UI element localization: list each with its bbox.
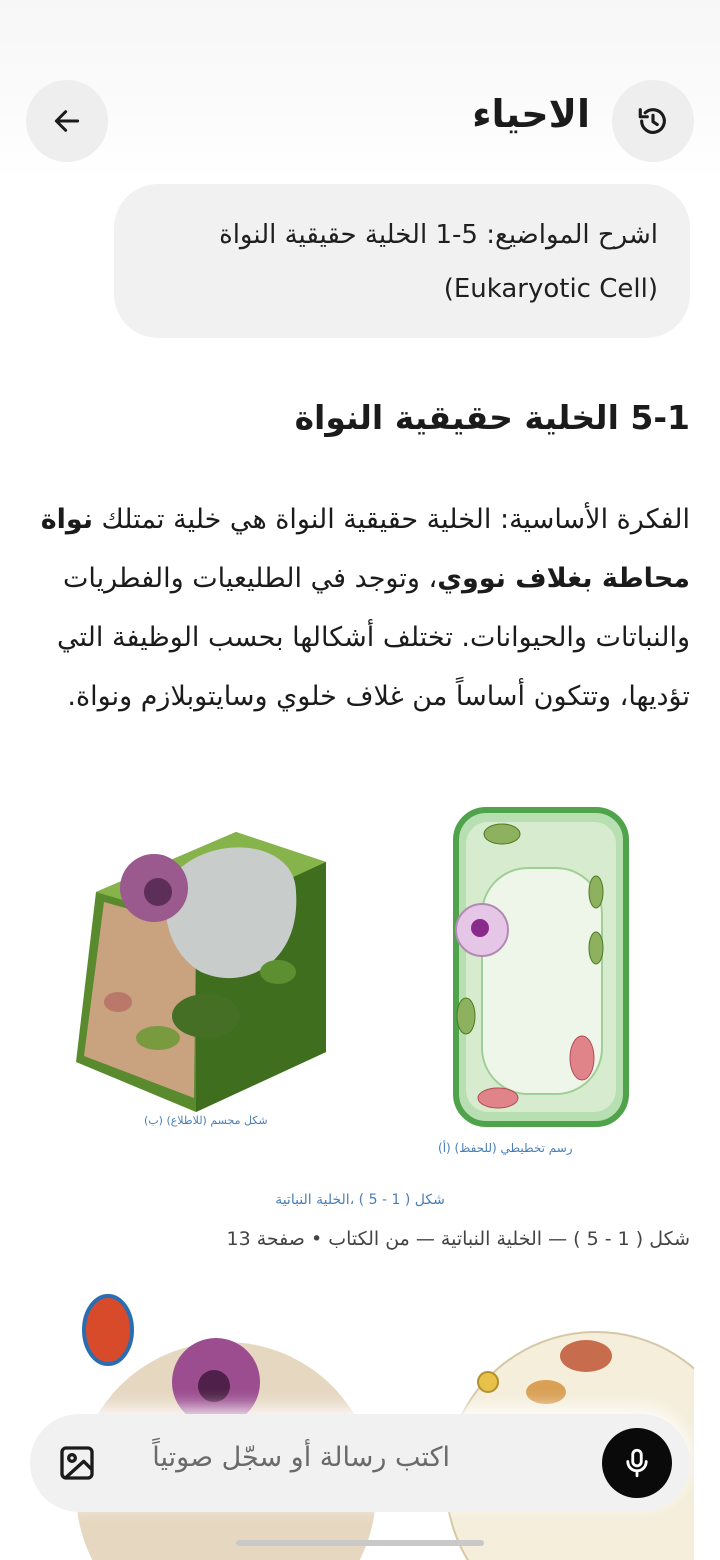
plant-cell-schematic bbox=[438, 810, 626, 1156]
home-indicator[interactable] bbox=[236, 1540, 484, 1546]
message-input-placeholder[interactable]: اكتب رسالة أو سجّل صوتياً bbox=[152, 1442, 450, 1473]
figure-label-a: (أ) رسم تخطيطي (للحفظ) bbox=[438, 1141, 573, 1155]
para-part-1: الفكرة الأساسية: الخلية حقيقية النواة هي خلية تمتلك bbox=[92, 504, 690, 535]
section-heading: 5-1 الخلية حقيقية النواة bbox=[294, 398, 690, 437]
arrow-left-icon bbox=[51, 105, 83, 137]
message-line-2: (Eukaryotic Cell) bbox=[443, 274, 658, 304]
figure-label-b: (ب) شكل مجسم (للاطلاع) bbox=[144, 1114, 268, 1127]
message-line-1: اشرح المواضيع: 5-1 الخلية حقيقية النواة bbox=[219, 220, 658, 250]
microphone-icon bbox=[620, 1446, 654, 1480]
message-input-bar[interactable] bbox=[30, 1414, 690, 1512]
history-icon bbox=[636, 104, 670, 138]
page-title: الاحياء bbox=[472, 92, 590, 136]
figure-caption: شكل ( 1 - 5 ) — الخلية النباتية — من الكتاب • صفحة 13 bbox=[226, 1228, 690, 1250]
microphone-button[interactable] bbox=[602, 1428, 672, 1498]
attach-image-button[interactable] bbox=[52, 1438, 102, 1488]
history-button[interactable] bbox=[612, 80, 694, 162]
back-button[interactable] bbox=[26, 80, 108, 162]
app-header bbox=[0, 0, 720, 180]
para-part-2: ، وتوجد في الطليعيات والفطريات والنباتات والحيوانات. تختلف أشكالها بحسب الوظيفة التي تؤديها، وتتكون أساساً من غلاف خلوي وسايتوبلازم ونواة. bbox=[57, 563, 690, 712]
image-icon bbox=[57, 1443, 97, 1483]
para-bold: نواة محاطة بغلاف نووي bbox=[40, 504, 690, 594]
plant-cell-figure[interactable] bbox=[26, 802, 694, 1222]
figure-title: شكل ( 1 - 5 ) ،الخلية النباتية bbox=[275, 1192, 445, 1208]
main-idea-paragraph bbox=[26, 490, 690, 726]
plant-cell-3d-model bbox=[76, 832, 326, 1127]
user-message-bubble bbox=[114, 184, 690, 338]
